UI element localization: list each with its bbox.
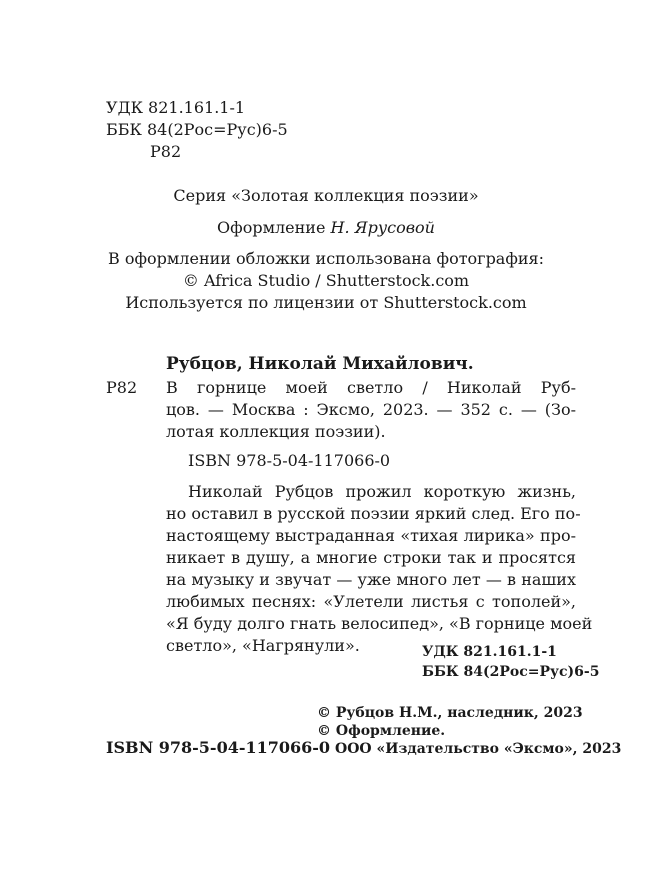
annotation-line-1: Николай Рубцов прожил короткую жизнь, xyxy=(188,482,576,501)
annotation-line-4: никает в душу, а многие строки так и просятся xyxy=(166,548,576,567)
series-title: Серия «Золотая коллекция поэзии» xyxy=(173,186,479,205)
bbk-code: ББК 84(2Рос=Рус)6-5 xyxy=(106,120,288,139)
annotation-line-7: «Я буду долго гнать велосипед», «В горнице моей xyxy=(166,614,593,633)
annotation-line-5: на музыку и звучат — уже много лет — в наших xyxy=(166,570,576,589)
cover-photo-line-1: В оформлении обложки использована фотография: xyxy=(107,249,545,268)
annotation-line-6: любимых песнях: «Улетели листья с тополей», xyxy=(166,592,576,611)
copyright-line-2: © Оформление. xyxy=(317,723,446,739)
author-mark: Р82 xyxy=(150,142,182,161)
annotation-line-8: светло», «Нагрянули». xyxy=(166,636,360,655)
udk-code: УДК 821.161.1-1 xyxy=(106,98,246,117)
copyright-line-3: ООО «Издательство «Эксмо», 2023 xyxy=(335,741,622,757)
copyright-line-1: © Рубцов Н.М., наследник, 2023 xyxy=(317,705,583,721)
bbk-code-bottom: ББК 84(2Рос=Рус)6-5 xyxy=(422,664,600,680)
bib-author-mark: Р82 xyxy=(106,378,138,397)
udk-code-bottom: УДК 821.161.1-1 xyxy=(422,644,557,660)
cover-photo-line-2: © Africa Studio / Shutterstock.com xyxy=(182,271,470,290)
cover-photo-line-3: Используется по лицензии от Shutterstock.com xyxy=(125,293,527,312)
bib-line-3: лотая коллекция поэзии). xyxy=(166,422,386,441)
bib-isbn: ISBN 978-5-04-117066-0 xyxy=(188,451,391,470)
annotation-line-2: но оставил в русской поэзии яркий след. Его по- xyxy=(166,504,581,523)
annotation-line-3: настоящему выстраданная «тихая лирика» про- xyxy=(166,526,576,545)
designer-name: Н. Ярусовой xyxy=(330,218,435,237)
author-heading: Рубцов, Николай Михайлович. xyxy=(166,354,474,374)
design-credit xyxy=(106,218,546,238)
bib-line-1: В горнице моей светло / Николай Руб- xyxy=(166,378,576,397)
design-label: Оформление xyxy=(217,218,326,237)
bib-line-2: цов. — Москва : Эксмо, 2023. — 352 с. — (Зо- xyxy=(166,400,576,419)
isbn-bottom: ISBN 978-5-04-117066-0 xyxy=(106,738,331,757)
